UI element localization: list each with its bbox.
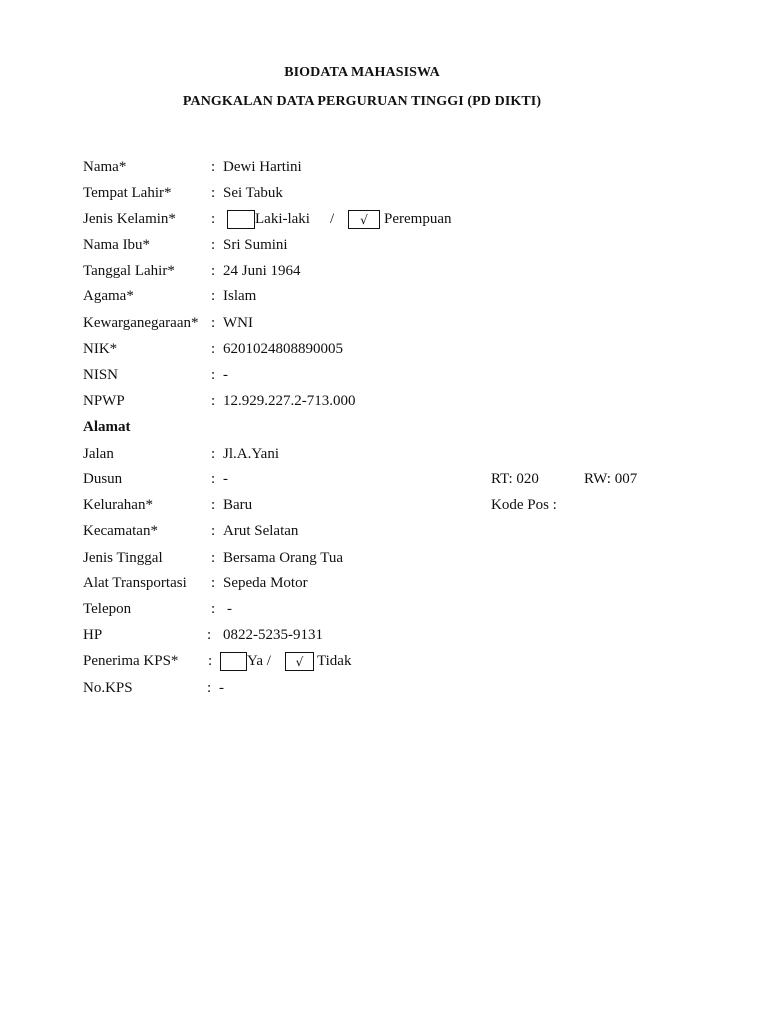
- field-value: Bersama Orang Tua: [223, 550, 343, 566]
- field-separator: :: [211, 341, 216, 357]
- field-value: Arut Selatan: [223, 523, 299, 539]
- field-separator: :: [211, 237, 216, 253]
- female-checkbox[interactable]: √: [348, 210, 380, 229]
- field-value: Sri Sumini: [223, 237, 288, 253]
- field-separator: :: [207, 627, 212, 643]
- field-separator: :: [211, 497, 216, 513]
- field-label: Tempat Lahir*: [83, 185, 172, 201]
- field-label: Jenis Tinggal: [83, 550, 163, 566]
- field-separator: :: [211, 446, 216, 462]
- field-label: Penerima KPS*: [83, 653, 179, 669]
- field-row-penerima-kps: [83, 651, 403, 671]
- field-value: 6201024808890005: [223, 341, 343, 357]
- field-label: NPWP: [83, 393, 125, 409]
- field-label: Alat Transportasi: [83, 575, 187, 591]
- field-label: Nama Ibu*: [83, 237, 151, 253]
- field-label: Kewarganegaraan*: [83, 315, 199, 331]
- field-value: -: [227, 601, 232, 617]
- field-separator: :: [211, 367, 216, 383]
- field-separator: :: [211, 263, 216, 279]
- field-separator: :: [207, 680, 212, 696]
- field-value: -: [223, 471, 228, 487]
- field-value: 12.929.227.2-713.000: [223, 393, 356, 409]
- field-label: Nama*: [83, 159, 127, 175]
- kps-no-checkbox[interactable]: √: [285, 652, 314, 671]
- field-label: Kecamatan*: [83, 523, 158, 539]
- field-label: No.KPS: [83, 680, 133, 696]
- male-checkbox[interactable]: [227, 210, 255, 229]
- field-separator: :: [211, 185, 216, 201]
- kps-no-label: Tidak: [317, 653, 352, 669]
- field-separator: :: [208, 653, 213, 669]
- female-option-label: Perempuan: [384, 211, 452, 227]
- rw-value: RW: 007: [584, 471, 638, 487]
- field-label: NISN: [83, 367, 119, 383]
- field-value: Dewi Hartini: [223, 159, 302, 175]
- field-row-jenis-kelamin: [83, 209, 503, 229]
- field-value: 0822-5235-9131: [223, 627, 323, 643]
- field-row-kelurahan: [83, 495, 683, 515]
- field-value: Islam: [223, 288, 257, 304]
- male-option-label: Laki-laki: [255, 211, 310, 227]
- field-value: Jl.A.Yani: [223, 446, 279, 462]
- field-label: HP: [83, 627, 103, 643]
- field-separator: :: [211, 315, 216, 331]
- field-label: Jalan: [83, 446, 114, 462]
- field-value: 24 Juni 1964: [223, 263, 301, 279]
- field-separator: :: [211, 211, 216, 227]
- field-label: Dusun: [83, 471, 123, 487]
- field-label: Kelurahan*: [83, 497, 153, 513]
- field-separator: :: [211, 523, 216, 539]
- kps-yes-label: Ya /: [247, 653, 271, 669]
- field-separator: :: [211, 159, 216, 175]
- field-row-dusun: [83, 469, 683, 489]
- field-label: Agama*: [83, 288, 134, 304]
- field-label: NIK*: [83, 341, 118, 357]
- field-separator: :: [211, 550, 216, 566]
- field-value: Sepeda Motor: [223, 575, 308, 591]
- field-value: -: [219, 680, 224, 696]
- field-value: Sei Tabuk: [223, 185, 283, 201]
- field-value: -: [223, 367, 228, 383]
- kode-pos-label: Kode Pos :: [491, 497, 557, 513]
- document-subtitle: PANGKALAN DATA PERGURUAN TINGGI (PD DIKTI): [182, 94, 542, 109]
- field-label: Tanggal Lahir*: [83, 263, 175, 279]
- field-separator: :: [211, 471, 216, 487]
- field-separator: :: [211, 601, 216, 617]
- rt-value: RT: 020: [491, 471, 539, 487]
- gender-slash: /: [330, 211, 335, 227]
- field-separator: :: [211, 393, 216, 409]
- field-label: Telepon: [83, 601, 132, 617]
- section-heading-text: Alamat: [83, 419, 131, 435]
- field-value: Baru: [223, 497, 253, 513]
- field-value: WNI: [223, 315, 253, 331]
- field-separator: :: [211, 575, 216, 591]
- document-title: BIODATA MAHASISWA: [284, 65, 440, 80]
- field-separator: :: [211, 288, 216, 304]
- kps-yes-checkbox[interactable]: [220, 652, 247, 671]
- field-label: Jenis Kelamin*: [83, 211, 176, 227]
